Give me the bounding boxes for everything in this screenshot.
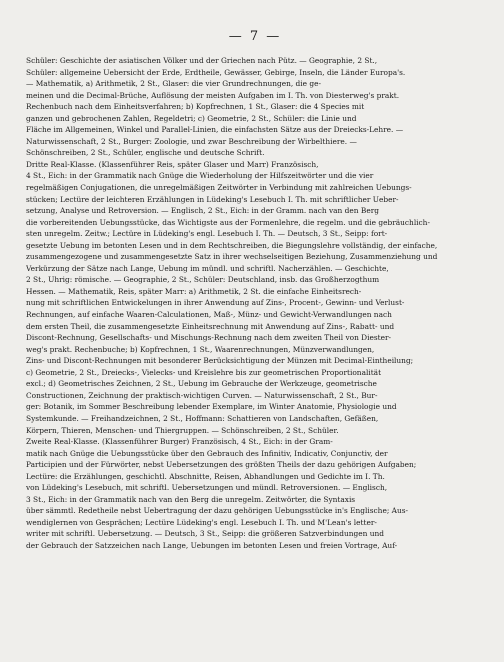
text-line: zusammengezogene und zusammengesetzte Satz in ihrer wechselseitigen Beziehung, Zusammenziehung und xyxy=(26,252,438,262)
text-line: Verkürzung der Sätze nach Lange, Uebung im mündl. und schriftl. Nacherzählen. — Geschichte, xyxy=(26,263,389,273)
body-text xyxy=(26,55,484,552)
text-line: Schüler: Geschichte der asiatischen Völker und der Griechen nach Pütz. — Geographie, 2 St., xyxy=(26,56,378,65)
page-number: — 7 — xyxy=(228,29,282,44)
text-line: Schüler: allgemeine Uebersicht der Erde, Erdtheile, Gewässer, Gebirge, Inseln, die Länder Europa's. xyxy=(26,67,406,77)
text-line: setzung, Analyse und Retroversion. — Englisch, 2 St., Eich: in der Gramm. nach van den Berg xyxy=(26,206,379,216)
text-line: c) Geometrie, 2 St., Dreiecks-, Vielecks- und Kreislehre bis zur geometrischen Proportionalität xyxy=(26,367,382,377)
text-line: Constructionen, Zeichnung der praktisch-wichtigen Curven. — Naturwissenschaft, 2 St., Bur- xyxy=(26,390,378,400)
text-line: Hessen. — Mathematik, Reis, später Marr: a) Arithmetik, 2 St. die einfache Einheitsrech- xyxy=(26,286,362,296)
text-line: Rechenbuch nach dem Einheitsverfahren; b) Kopfrechnen, 1 St., Glaser: die 4 Species mit xyxy=(26,102,365,112)
text-line: 4 St., Eich: in der Grammatik nach Gnüge die Wiederholung der Hilfszeitwörter und die vier xyxy=(26,171,374,181)
text-line: 3 St., Eich: in der Grammatik nach van den Berg die unregelm. Zeitwörter, die Syntaxis xyxy=(26,494,356,504)
text-line: Participien und der Fürwörter, nebst Uebersetzungen des größten Theils der dazu gehörigen Aufgaben; xyxy=(26,460,417,470)
text-line: writer mit schriftl. Uebersetzung. — Deutsch, 3 St., Seipp: die größeren Satzverbindungen und xyxy=(26,529,384,539)
text-line: meinen und die Decimal-Brüche, Auflösung der meisten Aufgaben im I. Th. von Diesterweg's prakt. xyxy=(26,90,400,100)
text-line: die vorbereitenden Uebungsstücke, das Wichtigste aus der Formenlehre, die regelm. und die gebräuchlich- xyxy=(26,217,430,227)
text-line: ger: Botanik, im Sommer Beschreibung lebender Exemplare, im Winter Anatomie, Physiologie und xyxy=(26,402,397,412)
text-line: Schönschreiben, 2 St., Schüler, englische und deutsche Schrift. xyxy=(26,148,265,158)
text-line: 2 St., Uhrig: römische. — Geographie, 2 St., Schüler: Deutschland, insb. das Großherzogthum xyxy=(26,275,380,285)
text-line: Lectüre: die Erzählungen, geschichtl. Abschnitte, Reisen, Abhandlungen und Gedichte im I. Th. xyxy=(26,471,385,481)
text-line: dem ersten Theil, die zusammengesetzte Einheitsrechnung mit Anwendung auf Zins-, Rabatt- und xyxy=(26,321,395,331)
text-line: der Gebrauch der Satzzeichen nach Lange, Uebungen im betonten Lesen und freien Vortrage, Auf- xyxy=(26,540,398,550)
text-line: — Mathematik, a) Arithmetik, 2 St., Glaser: die vier Grundrechnungen, die ge- xyxy=(26,79,321,89)
text-line: regelmäßigen Conjugationen, die unregelmäßigen Zeitwörter in Verbindung mit zahlreichen Uebungs- xyxy=(26,183,412,193)
text-line: über sämmtl. Redetheile nebst Uebertragung der dazu gehörigen Uebungsstücke in's Englische; Aus- xyxy=(26,506,409,516)
text-line: excl.; d) Geometrisches Zeichnen, 2 St., Uebung im Gebrauche der Werkzeuge, geometrische xyxy=(26,379,377,389)
text-line: stücken; Lectüre der leichteren Erzählungen in Lüdeking's Lesebuch I. Th. mit schriftlicher Ueber- xyxy=(26,194,399,204)
text-line: Zweite Real-Klasse. (Klassenführer Burger) Französisch, 4 St., Eich: in der Gram- xyxy=(26,437,333,447)
text-line: nung mit schriftlichen Entwickelungen in ihrer Anwendung auf Zins-, Procent-, Gewinn- und Verlust- xyxy=(26,298,405,308)
text-line: Systemkunde. — Freihandzeichnen, 2 St., Hoffmann: Schattieren von Landschaften, Gefäßen, xyxy=(26,413,379,423)
text-line: gesetzte Uebung im betonten Lesen und in dem Rechtschreiben, die Biegungslehre vollständig, der einfache, xyxy=(26,240,438,250)
text-line: ganzen und gebrochenen Zahlen, Regeldetri; c) Geometrie, 2 St., Schüler: die Linie und xyxy=(26,113,357,123)
text-line: Zins- und Discont-Rechnungen mit besonderer Berücksichtigung der Münzen mit Decimal-Eintheilung; xyxy=(26,356,414,366)
text-line: sten unregelm. Zeitw.; Lectüre in Lüdeking's engl. Lesebuch I. Th. — Deutsch, 3 St., Seipp: fort- xyxy=(26,229,388,239)
text-line: wendiglernen von Gesprächen; Lectüre Lüdeking's engl. Lesebuch I. Th. und M'Lean's letter- xyxy=(26,517,377,527)
text-line: Fläche im Allgemeinen, Winkel und Parallel-Linien, die einfachsten Sätze aus der Dreiecks-Lehre. — xyxy=(26,125,404,135)
text-line: von Lüdeking's Lesebuch, mit schriftl. Uebersetzungen und mündl. Retroversionen. — Englisch, xyxy=(26,483,388,493)
text-line: Naturwissenschaft, 2 St., Burger: Zoologie, und zwar Beschreibung der Wirbelthiere. — xyxy=(26,136,357,146)
text-line: weg's prakt. Rechenbuche; b) Kopfrechnen, 1 St., Waarenrechnungen, Münzverwandlungen, xyxy=(26,344,375,354)
text-line: Discont-Rechnung, Gesellschafts- und Mischungs-Rechnung nach dem zweiten Theil von Diester- xyxy=(26,333,392,343)
text-line: Dritte Real-Klasse. (Klassenführer Reis, später Glaser und Marr) Französisch, xyxy=(26,159,319,169)
text-line: Rechnungen, auf einfache Waaren-Calculationen, Maß-, Münz- und Gewicht-Verwandlungen nach xyxy=(26,310,392,320)
text-line: Körpern, Thieren, Menschen- und Thiergruppen. — Schönschreiben, 2 St., Schüler. xyxy=(26,425,339,435)
text-line: matik nach Gnüge die Uebungsstücke über den Gebrauch des Infinitiv, Indicativ, Conjunctiv, der xyxy=(26,448,388,458)
